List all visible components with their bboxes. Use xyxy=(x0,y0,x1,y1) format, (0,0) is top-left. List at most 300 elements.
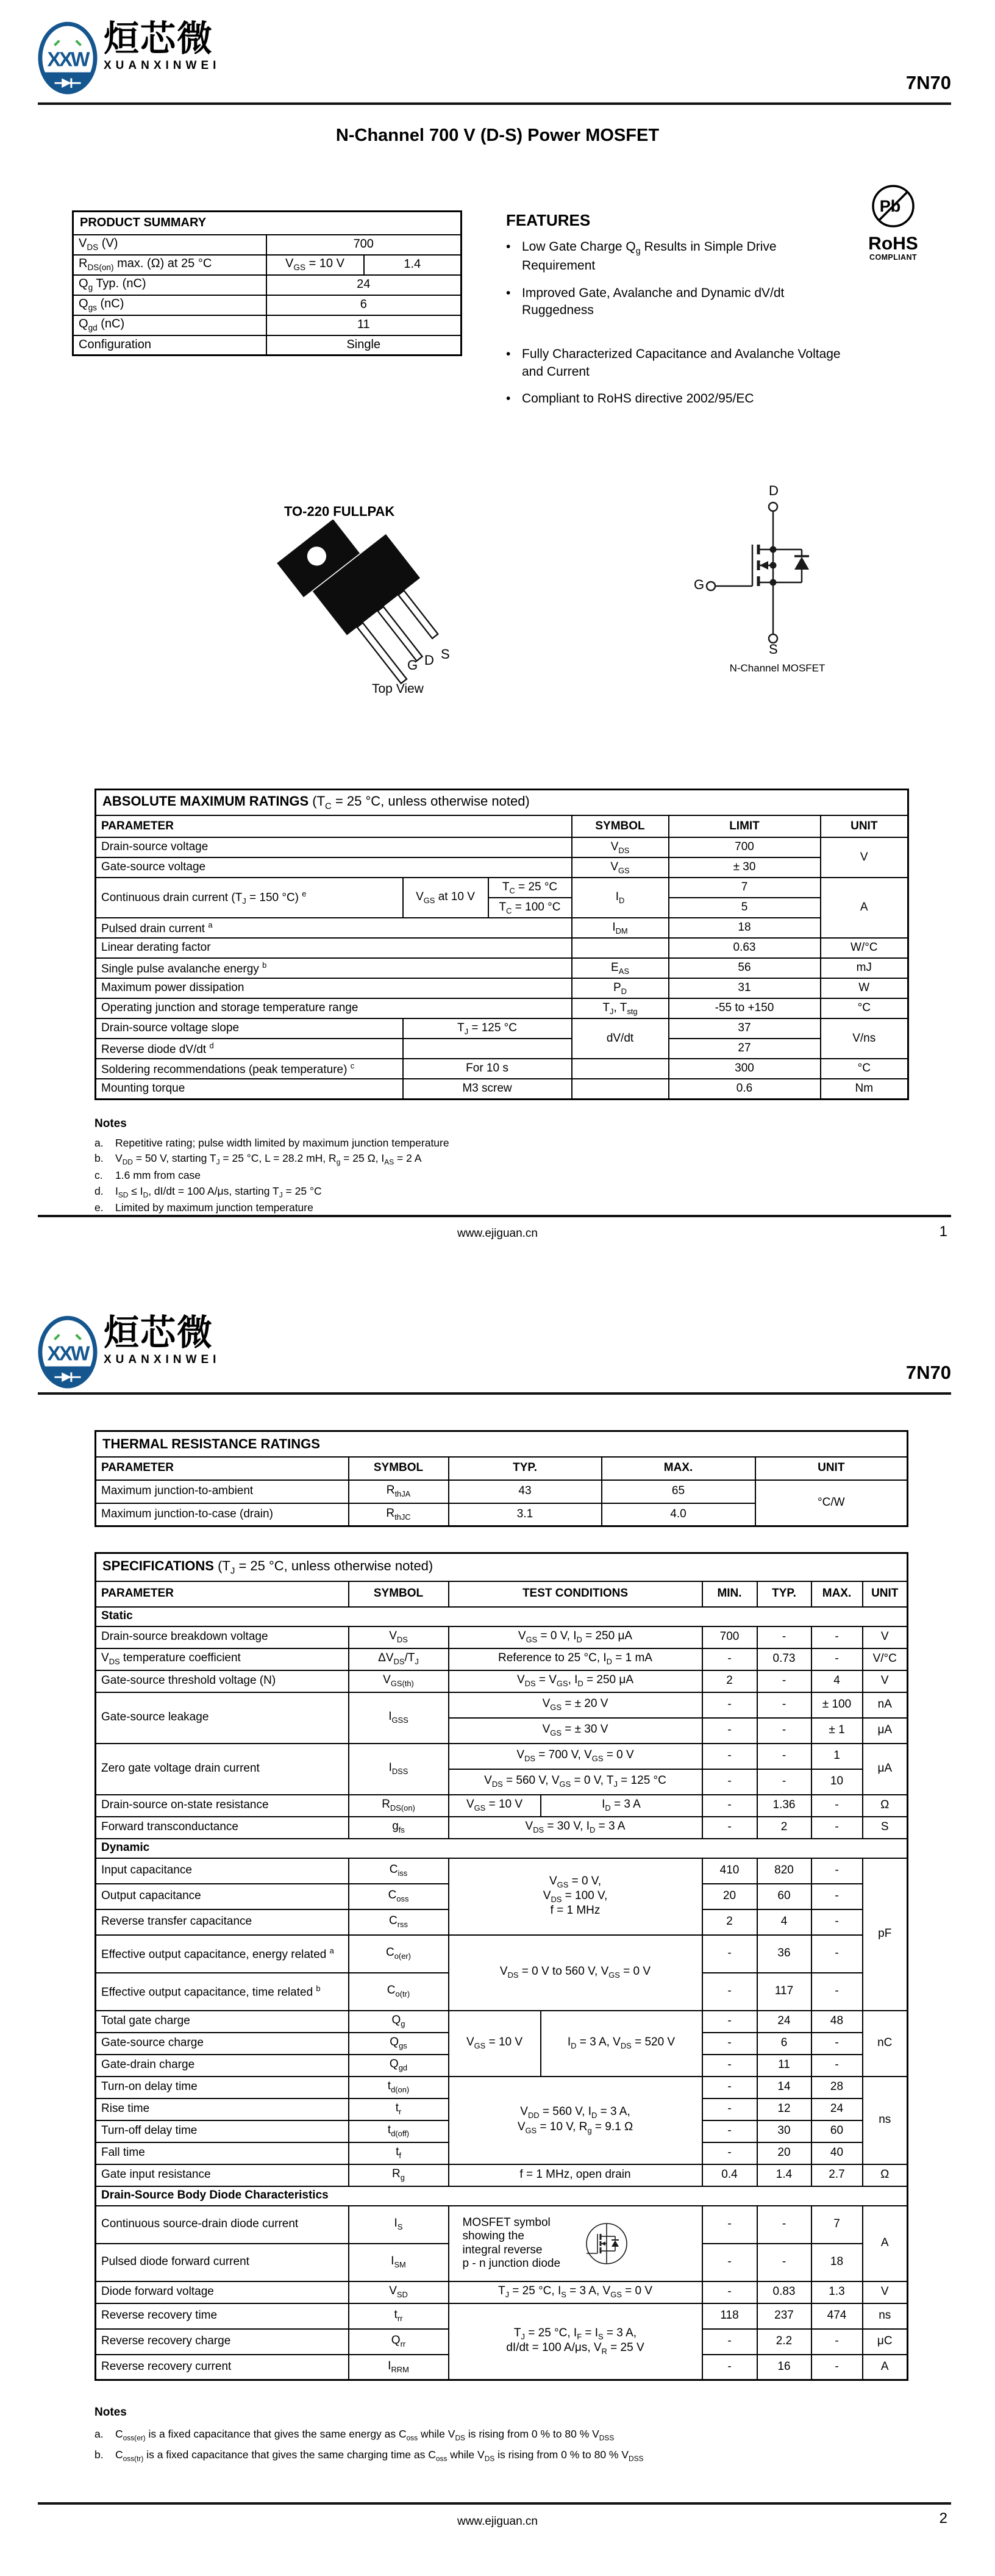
table-cell: SYMBOL xyxy=(572,815,669,837)
table-cell: 60 xyxy=(811,2120,863,2142)
abs-max-table xyxy=(95,789,909,1100)
table-cell: - xyxy=(757,1744,811,1769)
table-cell: 0.4 xyxy=(702,2164,757,2186)
table-cell: $V_{DS}$ xyxy=(349,1626,449,1648)
note-line xyxy=(95,1151,826,1168)
table-cell: Drain-source voltage xyxy=(96,837,572,857)
table-cell: - xyxy=(757,2244,811,2281)
rohs-compliant-label: COMPLIANT xyxy=(869,253,917,262)
table-cell: - xyxy=(702,2281,757,2303)
table-cell: $V_{DS} = 700$ V, $V_{GS} = 0$ V xyxy=(449,1744,702,1769)
header-rule xyxy=(38,1392,951,1395)
table-cell: $C_{rss}$ xyxy=(349,1909,449,1935)
table-cell: 11 xyxy=(266,315,462,335)
table-cell: 0.73 xyxy=(757,1648,811,1670)
notes-section xyxy=(95,2406,911,2464)
table-cell: V xyxy=(863,1626,908,1648)
brand-letters: XXW xyxy=(47,48,88,71)
feature-item xyxy=(506,346,847,381)
package-caption: Top View xyxy=(372,682,424,696)
part-number: 7N70 xyxy=(905,72,951,93)
table-cell: MOSFET symbol showing the integral reverse p - n junction diode xyxy=(449,2206,702,2281)
table-cell: V/ns xyxy=(821,1018,908,1059)
table-cell: - xyxy=(811,1858,863,1884)
table-cell: - xyxy=(811,1973,863,2011)
table-cell: Reference to 25 °C, $I_D = 1$ mA xyxy=(449,1648,702,1670)
features-heading: FEATURES xyxy=(506,211,591,229)
table-cell: Single xyxy=(266,335,462,356)
table-cell: Nm xyxy=(821,1079,908,1099)
table-cell: 700 xyxy=(266,235,462,255)
notes-heading: Notes xyxy=(95,2406,127,2419)
brand-name-en: XUANXINWEI xyxy=(104,59,221,72)
footer-rule xyxy=(38,1215,951,1217)
abs-max-title: ABSOLUTE MAXIMUM RATINGS ($T_C = 25$ °C, unless otherwise noted) xyxy=(96,790,908,816)
table-cell: $V_{GS} = 0$ V, $V_{DS} = 100$ V, f = 1 MHz xyxy=(449,1858,702,1935)
table-cell: $R_{thJA}$ xyxy=(349,1480,449,1503)
brand-emblem-icon xyxy=(38,21,98,95)
symbol-caption: N-Channel MOSFET xyxy=(729,662,826,674)
table-cell: - xyxy=(811,2355,863,2380)
table-cell: Drain-source on-state resistance xyxy=(96,1795,349,1817)
table-cell: $P_D$ xyxy=(572,978,669,998)
table-cell: μA xyxy=(863,1744,908,1795)
bullet-icon: • xyxy=(506,285,511,300)
table-cell: A xyxy=(863,2206,908,2281)
note-letter: b. xyxy=(95,2448,104,2461)
product-summary-table xyxy=(72,210,462,356)
table-cell: - xyxy=(702,1769,757,1795)
brand-letters: XXW xyxy=(47,1342,88,1365)
features-section xyxy=(506,211,854,418)
table-cell: $g_{fs}$ xyxy=(349,1817,449,1839)
table-cell: Diode forward voltage xyxy=(96,2281,349,2303)
table-cell: $I_{DM}$ xyxy=(572,918,669,938)
table-cell: W xyxy=(821,978,908,998)
table-cell: S xyxy=(863,1817,908,1839)
table-cell: M3 screw xyxy=(403,1079,572,1099)
table-cell: For 10 s xyxy=(403,1059,572,1079)
table-cell: $I_{DSS}$ xyxy=(349,1744,449,1795)
table-cell: - xyxy=(702,2033,757,2055)
table-cell: 4.0 xyxy=(602,1503,755,1526)
table-cell: 7 xyxy=(811,2206,863,2244)
table-cell: - xyxy=(702,1648,757,1670)
note-line xyxy=(95,1184,826,1201)
table-cell: Dynamic xyxy=(96,1839,908,1858)
table-cell: $I_{SM}$ xyxy=(349,2244,449,2281)
table-cell: 474 xyxy=(811,2303,863,2329)
table-cell: $V_{DS}$ xyxy=(572,837,669,857)
table-cell: Operating junction and storage temperature range xyxy=(96,998,572,1018)
table-cell: 36 xyxy=(757,1935,811,1973)
package-pin-label-s: S xyxy=(441,646,450,662)
table-cell: Reverse diode dV/dt $^d$ xyxy=(96,1039,403,1059)
table-cell: 3.1 xyxy=(449,1503,602,1526)
table-cell: Forward transconductance xyxy=(96,1817,349,1839)
table-cell: - xyxy=(702,2098,757,2120)
table-cell: Drain-source breakdown voltage xyxy=(96,1626,349,1648)
feature-item xyxy=(506,285,847,320)
table-cell: $V_{DS} = 560$ V, $V_{GS} = 0$ V, $T_J = 125$ °C xyxy=(449,1769,702,1795)
table-cell: Gate-drain charge xyxy=(96,2055,349,2077)
table-cell: ns xyxy=(863,2077,908,2164)
thermal-table xyxy=(95,1430,908,1527)
table-cell: $I_D$ xyxy=(572,878,669,918)
table-cell: MIN. xyxy=(702,1581,757,1607)
table-cell: - xyxy=(811,1817,863,1839)
thermal-title: THERMAL RESISTANCE RATINGS xyxy=(96,1431,908,1457)
table-cell: $R_g$ xyxy=(349,2164,449,2186)
feature-text: Improved Gate, Avalanche and Dynamic dV/dt Ruggedness xyxy=(522,285,785,318)
table-cell: 11 xyxy=(757,2055,811,2077)
company-logo xyxy=(38,21,220,95)
note-text: $V_{DD} = 50$ V, starting $T_J = 25$ °C, L = 28.2 mH, $R_g = 25$ Ω, $I_{AS} = 2$ A xyxy=(115,1152,422,1167)
table-cell: - xyxy=(811,2033,863,2055)
table-cell: - xyxy=(702,1744,757,1769)
feature-text: Low Gate Charge $Q_g$ Results in Simple Drive Requirement xyxy=(522,240,777,273)
table-cell: 410 xyxy=(702,1858,757,1884)
table-cell: $T_C = 100$ °C xyxy=(488,898,572,918)
table-cell: nA xyxy=(863,1692,908,1718)
note-line xyxy=(95,2447,911,2464)
mosfet-symbol-icon xyxy=(701,497,835,649)
table-cell: 2 xyxy=(702,1670,757,1692)
table-cell: - xyxy=(811,2329,863,2355)
table-cell: - xyxy=(702,1718,757,1744)
table-cell: 24 xyxy=(811,2098,863,2120)
table-cell: PARAMETER xyxy=(96,815,572,837)
table-cell: 6 xyxy=(757,2033,811,2055)
table-cell: - xyxy=(811,1935,863,1973)
table-cell: 18 xyxy=(811,2244,863,2281)
note-letter: d. xyxy=(95,1184,104,1197)
brand-name-cn: 烜芯微 xyxy=(104,19,214,59)
table-cell: Mounting torque xyxy=(96,1079,403,1099)
table-cell: 24 xyxy=(266,275,462,295)
table-cell: - xyxy=(702,1692,757,1718)
table-cell: $Q_{gs}$ xyxy=(349,2033,449,2055)
feature-item xyxy=(506,238,847,275)
table-cell: - xyxy=(757,1718,811,1744)
table-cell: LIMIT xyxy=(669,815,821,837)
table-cell: -55 to +150 xyxy=(669,998,821,1018)
table-cell: 40 xyxy=(811,2142,863,2164)
notes-heading: Notes xyxy=(95,1117,127,1130)
table-cell: $I_D = 3$ A xyxy=(541,1795,702,1817)
table-cell: Reverse recovery time xyxy=(96,2303,349,2329)
note-text: Repetitive rating; pulse width limited by maximum junction temperature xyxy=(115,1137,449,1149)
table-cell: Configuration xyxy=(73,335,266,356)
package-drawing-icon xyxy=(256,520,512,703)
table-cell: $T_J = 125$ °C xyxy=(403,1018,572,1039)
table-cell: Turn-on delay time xyxy=(96,2077,349,2098)
footer-url: www.ejiguan.cn xyxy=(457,1227,538,1240)
svg-text:Pb: Pb xyxy=(879,197,901,215)
table-cell: - xyxy=(811,1909,863,1935)
table-cell: $T_J$, $T_{stg}$ xyxy=(572,998,669,1018)
table-cell: $t_{d(off)}$ xyxy=(349,2120,449,2142)
table-cell: PARAMETER xyxy=(96,1457,349,1480)
table-cell: 1.36 xyxy=(757,1795,811,1817)
table-cell: 20 xyxy=(702,1884,757,1909)
table-cell: 60 xyxy=(757,1884,811,1909)
table-cell: W/°C xyxy=(821,938,908,958)
table-cell: 2.7 xyxy=(811,2164,863,2186)
brand-name-en: XUANXINWEI xyxy=(104,1353,221,1366)
table-cell: °C xyxy=(821,1059,908,1079)
table-cell: $R_{DS(on)}$ xyxy=(349,1795,449,1817)
table-cell: $\Delta V_{DS}/T_J$ xyxy=(349,1648,449,1670)
table-cell: - xyxy=(702,2244,757,2281)
feature-item xyxy=(506,390,847,407)
table-cell: Reverse transfer capacitance xyxy=(96,1909,349,1935)
note-line xyxy=(95,1200,826,1215)
table-cell: mJ xyxy=(821,958,908,978)
table-cell: - xyxy=(757,1626,811,1648)
feature-text: Compliant to RoHS directive 2002/95/EC xyxy=(522,392,754,406)
table-cell: 65 xyxy=(602,1480,755,1503)
table-cell: $V_{DS} = V_{GS}$, $I_D = 250$ μA xyxy=(449,1670,702,1692)
note-text: $C_{oss(tr)}$ is a fixed capacitance that gives the same charging time as $C_{oss}$ while $V_{DS}$ is rising from 0 % to 80 % $V_{DSS}$ xyxy=(115,2448,644,2463)
table-cell: 31 xyxy=(669,978,821,998)
table-cell: Reverse recovery current xyxy=(96,2355,349,2380)
note-letter: e. xyxy=(95,1201,104,1214)
table-cell: Gate-source threshold voltage (N) xyxy=(96,1670,349,1692)
note-letter: c. xyxy=(95,1169,103,1182)
table-cell: Drain-Source Body Diode Characteristics xyxy=(96,2186,908,2206)
table-cell: $V_{GS} = 0$ V, $I_D = 250$ μA xyxy=(449,1626,702,1648)
header-rule xyxy=(38,102,951,105)
table-cell: 1 xyxy=(811,1744,863,1769)
pb-free-icon xyxy=(870,183,916,229)
table-cell: $V_{GS}$ = ± 20 V xyxy=(449,1692,702,1718)
table-cell: $t_r$ xyxy=(349,2098,449,2120)
table-cell: $V_{GS(th)}$ xyxy=(349,1670,449,1692)
table-cell: μC xyxy=(863,2329,908,2355)
table-cell: - xyxy=(702,1795,757,1817)
table-cell: 700 xyxy=(669,837,821,857)
table-cell: Gate-source voltage xyxy=(96,857,572,878)
table-cell: $C_{o(er)}$ xyxy=(349,1935,449,1973)
table-cell: - xyxy=(702,1973,757,2011)
table-cell: 237 xyxy=(757,2303,811,2329)
table-cell: °C xyxy=(821,998,908,1018)
note-letter: a. xyxy=(95,2428,104,2440)
table-cell: 56 xyxy=(669,958,821,978)
table-cell: 117 xyxy=(757,1973,811,2011)
table-cell: $V_{GS}$ at 10 V xyxy=(403,878,488,918)
table-cell: - xyxy=(702,1935,757,1973)
table-cell: - xyxy=(757,1670,811,1692)
table-cell: UNIT xyxy=(821,815,908,837)
page-number: 1 xyxy=(939,1223,947,1240)
table-cell: Maximum power dissipation xyxy=(96,978,572,998)
table-cell: UNIT xyxy=(755,1457,908,1480)
table-cell: °C/W xyxy=(755,1480,908,1526)
note-text: Limited by maximum junction temperature xyxy=(115,1201,313,1214)
symbol-pin-label-s: S xyxy=(769,642,778,657)
note-text: $C_{oss(er)}$ is a fixed capacitance that gives the same energy as $C_{oss}$ while $V_{DS}$ is rising from 0 % to 80 % $V_{DSS}$ xyxy=(115,2428,615,2442)
table-cell: PARAMETER xyxy=(96,1581,349,1607)
table-cell: ns xyxy=(863,2303,908,2329)
specs-table xyxy=(95,1552,908,2381)
table-cell: 27 xyxy=(669,1039,821,1059)
table-cell: TYP. xyxy=(757,1581,811,1607)
table-cell: $T_J = 25$ °C, $I_F = I_S = 3$ A, dI/dt = 100 A/μs, $V_R = 25$ V xyxy=(449,2303,702,2380)
table-cell: V xyxy=(863,1670,908,1692)
table-cell: - xyxy=(811,1648,863,1670)
table-cell: $V_{GS} = 10$ V xyxy=(449,2011,541,2077)
table-cell: 300 xyxy=(669,1059,821,1079)
table-cell: $Q_g$ xyxy=(349,2011,449,2033)
table-cell: 24 xyxy=(757,2011,811,2033)
table-cell: $Q_{gd}$ xyxy=(349,2055,449,2077)
table-cell: μA xyxy=(863,1718,908,1744)
table-cell: Total gate charge xyxy=(96,2011,349,2033)
table-cell: Maximum junction-to-ambient xyxy=(96,1480,349,1503)
footer-url: www.ejiguan.cn xyxy=(457,2515,538,2528)
table-cell: - xyxy=(702,2120,757,2142)
note-text: 1.6 mm from case xyxy=(115,1169,201,1182)
table-cell: 48 xyxy=(811,2011,863,2033)
table-cell: Gate input resistance xyxy=(96,2164,349,2186)
table-cell: $R_{DS(on)}$ max. (Ω) at 25 °C xyxy=(73,255,266,275)
table-cell: $V_{GS} = 10$ V xyxy=(449,1795,541,1817)
table-cell: 30 xyxy=(757,2120,811,2142)
table-cell: Gate-source leakage xyxy=(96,1692,349,1744)
page-number: 2 xyxy=(939,2510,947,2527)
table-cell: $Q_{gs}$ (nC) xyxy=(73,295,266,315)
table-cell: - xyxy=(811,1626,863,1648)
note-letter: b. xyxy=(95,1152,104,1165)
table-cell: 1.3 xyxy=(811,2281,863,2303)
table-cell: - xyxy=(702,2206,757,2244)
table-cell: Effective output capacitance, time related $^b$ xyxy=(96,1973,349,2011)
table-cell: - xyxy=(811,1795,863,1817)
table-cell: $V_{DS}$ temperature coefficient xyxy=(96,1648,349,1670)
table-cell: $t_{d(on)}$ xyxy=(349,2077,449,2098)
table-cell: 118 xyxy=(702,2303,757,2329)
table-cell: $V_{DS} = 0$ V to 560 V, $V_{GS} = 0$ V xyxy=(449,1935,702,2011)
table-cell: 2 xyxy=(757,1817,811,1839)
table-cell: $C_{iss}$ xyxy=(349,1858,449,1884)
table-cell: V xyxy=(821,837,908,878)
feature-text: Fully Characterized Capacitance and Avalanche Voltage and Current xyxy=(522,347,841,379)
package-pin-label-d: D xyxy=(424,653,434,668)
table-cell: dV/dt xyxy=(572,1018,669,1059)
table-cell: $V_{SD}$ xyxy=(349,2281,449,2303)
table-cell: $T_C = 25$ °C xyxy=(488,878,572,898)
table-cell: $V_{DS} = 30$ V, $I_D = 3$ A xyxy=(449,1817,702,1839)
table-cell: 820 xyxy=(757,1858,811,1884)
table-cell: Single pulse avalanche energy $^b$ xyxy=(96,958,572,978)
notes-section xyxy=(95,1117,826,1216)
table-cell: $T_J = 25$ °C, $I_S = 3$ A, $V_{GS} = 0$ V xyxy=(449,2281,702,2303)
table-cell: Gate-source charge xyxy=(96,2033,349,2055)
table-cell: Reverse recovery charge xyxy=(96,2329,349,2355)
symbol-pin-label-g: G xyxy=(694,577,705,592)
page-title: N-Channel 700 V (D-S) Power MOSFET xyxy=(335,126,660,145)
bullet-icon: • xyxy=(506,392,511,406)
table-cell: 37 xyxy=(669,1018,821,1039)
table-cell: - xyxy=(702,2055,757,2077)
table-cell: - xyxy=(757,1769,811,1795)
table-cell: - xyxy=(702,2329,757,2355)
table-cell: $I_S$ xyxy=(349,2206,449,2244)
table-cell: ± 100 xyxy=(811,1692,863,1718)
table-cell: MAX. xyxy=(602,1457,755,1480)
table-cell: $V_{GS}$ = ± 30 V xyxy=(449,1718,702,1744)
table-cell: MAX. xyxy=(811,1581,863,1607)
table-cell: $Q_{rr}$ xyxy=(349,2329,449,2355)
table-cell: - xyxy=(702,1817,757,1839)
table-cell: Pulsed diode forward current xyxy=(96,2244,349,2281)
table-cell: - xyxy=(702,2011,757,2033)
table-cell: 4 xyxy=(811,1670,863,1692)
table-cell: Ω xyxy=(863,2164,908,2186)
bullet-icon: • xyxy=(506,240,511,254)
table-cell: $I_D = 3$ A, $V_{DS} = 520$ V xyxy=(541,2011,702,2077)
table-cell: 0.63 xyxy=(669,938,821,958)
table-cell: 43 xyxy=(449,1480,602,1503)
product-summary-title: PRODUCT SUMMARY xyxy=(73,212,462,235)
table-cell: $R_{thJC}$ xyxy=(349,1503,449,1526)
table-cell: - xyxy=(811,2055,863,2077)
note-line xyxy=(95,1136,826,1151)
note-text: $I_{SD} \le I_D$, dI/dt = 100 A/μs, starting $T_J = 25$ °C xyxy=(115,1184,322,1199)
table-cell: $V_{GS} = 10$ V xyxy=(266,255,364,275)
note-line xyxy=(95,1168,826,1183)
table-cell: - xyxy=(811,1884,863,1909)
rohs-mark xyxy=(847,183,939,262)
table-cell: Turn-off delay time xyxy=(96,2120,349,2142)
table-cell: V/°C xyxy=(863,1648,908,1670)
part-number: 7N70 xyxy=(905,1362,951,1383)
table-cell: $V_{DS}$ (V) xyxy=(73,235,266,255)
table-cell: 20 xyxy=(757,2142,811,2164)
table-cell: - xyxy=(757,2206,811,2244)
table-cell: $I_{GSS}$ xyxy=(349,1692,449,1744)
symbol-pin-label-d: D xyxy=(769,483,779,498)
table-cell: - xyxy=(702,2142,757,2164)
table-cell: 0.6 xyxy=(669,1079,821,1099)
rohs-label: RoHS xyxy=(868,234,918,254)
table-cell: Pulsed drain current $^a$ xyxy=(96,918,572,938)
table-cell: Ω xyxy=(863,1795,908,1817)
table-cell: 1.4 xyxy=(757,2164,811,2186)
table-cell: $C_{oss}$ xyxy=(349,1884,449,1909)
table-cell: Continuous drain current ($T_J = 150$ °C) $^e$ xyxy=(96,878,403,918)
table-cell: ± 1 xyxy=(811,1718,863,1744)
table-cell: 18 xyxy=(669,918,821,938)
table-cell: 700 xyxy=(702,1626,757,1648)
table-cell: Effective output capacitance, energy related $^a$ xyxy=(96,1935,349,1973)
table-cell: $C_{o(tr)}$ xyxy=(349,1973,449,2011)
table-cell: 12 xyxy=(757,2098,811,2120)
table-cell: 14 xyxy=(757,2077,811,2098)
table-cell: Output capacitance xyxy=(96,1884,349,1909)
table-cell: $Q_{gd}$ (nC) xyxy=(73,315,266,335)
specs-title: SPECIFICATIONS ($T_J = 25$ °C, unless otherwise noted) xyxy=(96,1553,908,1581)
table-cell: TEST CONDITIONS xyxy=(449,1581,702,1607)
table-cell: $V_{GS}$ xyxy=(572,857,669,878)
table-cell: $t_f$ xyxy=(349,2142,449,2164)
table-cell xyxy=(572,1079,669,1099)
table-cell: 2.2 xyxy=(757,2329,811,2355)
table-cell: UNIT xyxy=(863,1581,908,1607)
footer-rule xyxy=(38,2502,951,2505)
